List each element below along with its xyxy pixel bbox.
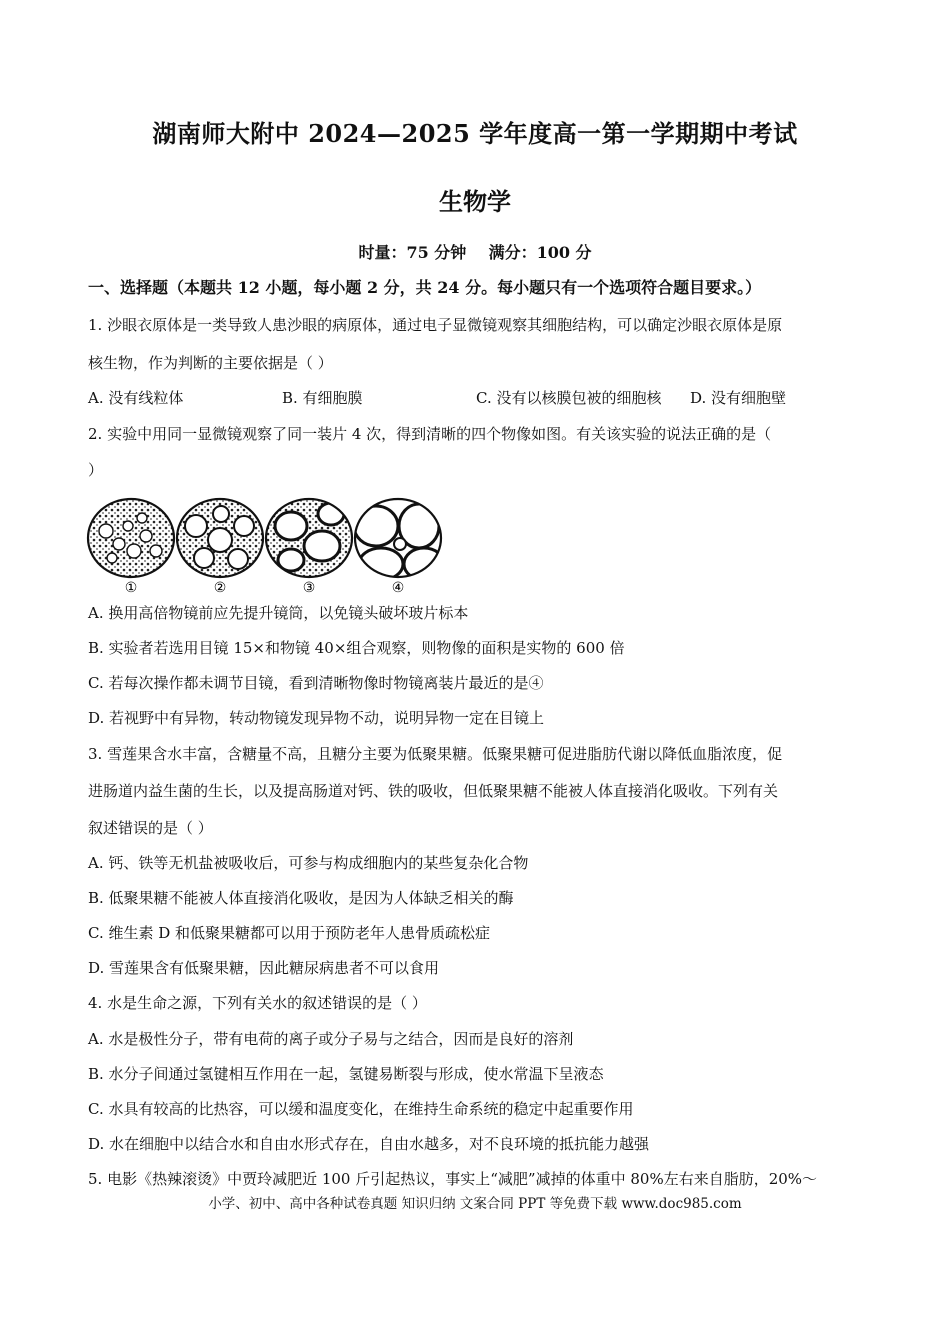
q3-stem-line2: 进肠道内益生菌的生长，以及提高肠道对钙、铁的吸收，但低聚果糖不能被人体直接消化吸收。下列有关 xyxy=(88,782,779,800)
section-heading: 一、选择题（本题共 12 小题，每小题 2 分，共 24 分。每小题只有一个选项符合题目要求。） xyxy=(88,278,762,297)
q2-option-a: A. 换用高倍物镜前应先提升镜筒，以免镜头破坏玻片标本 xyxy=(88,604,469,622)
exam-title: 湖南师大附中 2024—2025 学年度高一第一学期期中考试 xyxy=(152,119,798,148)
q4-option-a: A. 水是极性分子，带有电荷的离子或分子易与之结合，因而是良好的溶剂 xyxy=(88,1030,574,1048)
q1-option-c: C. 没有以核膜包被的细胞核 xyxy=(476,389,662,407)
q2-option-d: D. 若视野中有异物，转动物镜发现异物不动，说明异物一定在目镜上 xyxy=(88,709,545,727)
q2-option-b: B. 实验者若选用目镜 15×和物镜 40×组合观察，则物像的面积是实物的 600 倍 xyxy=(88,639,625,657)
figure-label-4: ④ xyxy=(391,580,405,596)
q5-stem-line1: 5. 电影《热辣滚烫》中贾玲减肥近 100 斤引起热议，事实上“减肥”减掉的体重中 80%左右来自脂肪，20%～ xyxy=(88,1170,818,1188)
q4-option-c: C. 水具有较高的比热容，可以缓和温度变化，在维持生命系统的稳定中起重要作用 xyxy=(88,1100,634,1118)
q1-stem-line1: 1. 沙眼衣原体是一类导致人患沙眼的病原体，通过电子显微镜观察其细胞结构，可以确定沙眼衣原体是原 xyxy=(88,316,783,334)
q4-stem-line1: 4. 水是生命之源，下列有关水的叙述错误的是（ ） xyxy=(88,994,427,1012)
figure-label-2: ② xyxy=(213,580,227,596)
q1-option-a: A. 没有线粒体 xyxy=(88,389,184,407)
q1-option-b: B. 有细胞膜 xyxy=(282,389,363,407)
q3-option-c: C. 维生素 D 和低聚果糖都可以用于预防老年人患骨质疏松症 xyxy=(88,924,491,942)
figure-label-1: ① xyxy=(124,580,138,596)
q3-option-d: D. 雪莲果含有低聚果糖，因此糖尿病患者不可以食用 xyxy=(88,959,440,977)
view-1 xyxy=(86,496,176,586)
exam-timing: 时量：75 分钟 满分：100 分 xyxy=(358,243,592,262)
q3-option-a: A. 钙、铁等无机盐被吸收后，可参与构成细胞内的某些复杂化合物 xyxy=(88,854,529,872)
q4-option-b: B. 水分子间通过氢键相互作用在一起，氢键易断裂与形成，使水常温下呈液态 xyxy=(88,1065,604,1083)
q2-stem-line2: ） xyxy=(88,461,104,479)
q4-option-d: D. 水在细胞中以结合水和自由水形式存在，自由水越多，对不良环境的抵抗能力越强 xyxy=(88,1135,650,1153)
view-4 xyxy=(352,496,444,586)
exam-subject: 生物学 xyxy=(439,187,511,216)
microscope-figure xyxy=(86,496,456,596)
q2-option-c: C. 若每次操作都未调节目镜，看到清晰物像时物镜离装片最近的是④ xyxy=(88,674,544,692)
figure-label-3: ③ xyxy=(302,580,316,596)
q2-stem-line1: 2. 实验中用同一显微镜观察了同一装片 4 次，得到清晰的四个物像如图。有关该实验的说法正确的是（ xyxy=(88,425,772,443)
view-3 xyxy=(264,496,354,586)
q3-stem-line1: 3. 雪莲果含水丰富，含糖量不高，且糖分主要为低聚果糖。低聚果糖可促进脂肪代谢以降低血脂浓度，促 xyxy=(88,745,783,763)
q3-option-b: B. 低聚果糖不能被人体直接消化吸收，是因为人体缺乏相关的酶 xyxy=(88,889,514,907)
q1-option-d: D. 没有细胞壁 xyxy=(690,389,787,407)
q3-stem-line3: 叙述错误的是（ ） xyxy=(88,819,213,837)
page-footer: 小学、初中、高中各种试卷真题 知识归纳 文案合同 PPT 等免费下载 www.doc985.com xyxy=(208,1196,742,1212)
q1-stem-line2: 核生物，作为判断的主要依据是（ ） xyxy=(88,354,333,372)
